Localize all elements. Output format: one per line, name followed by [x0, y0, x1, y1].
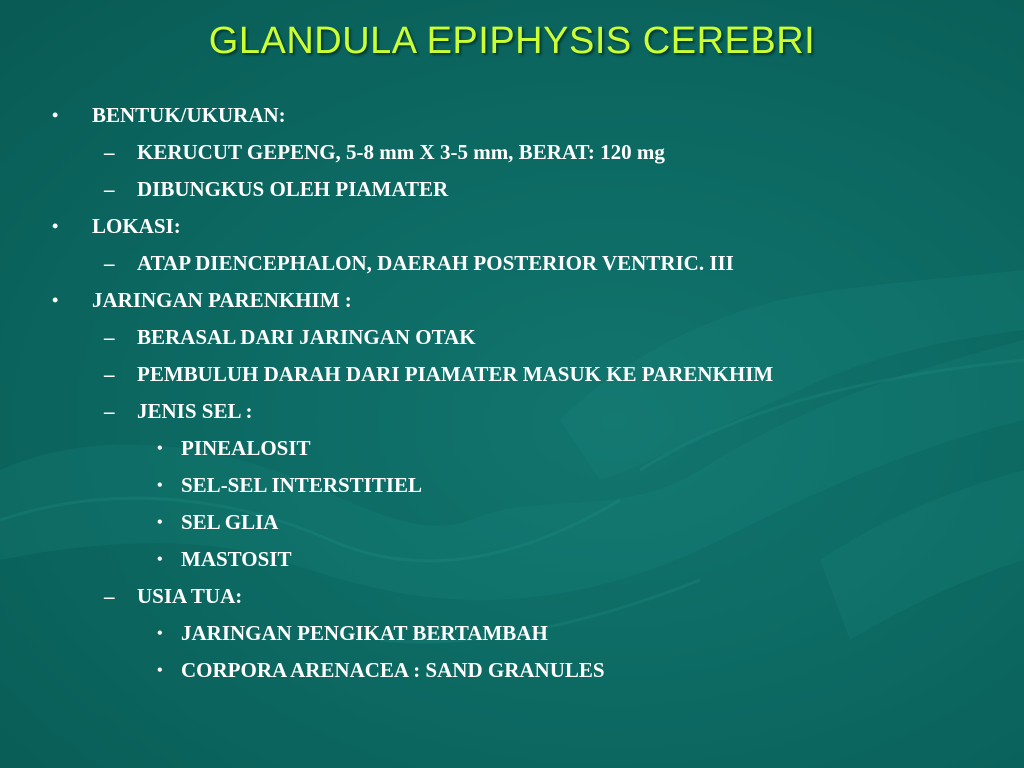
- bullet-text: ATAP DIENCEPHALON, DAERAH POSTERIOR VENTRIC. III: [137, 251, 734, 275]
- bullet-marker: •: [157, 514, 163, 531]
- bullet-marker: •: [157, 440, 163, 457]
- dash-marker: –: [104, 325, 115, 349]
- bullet-text: BENTUK/UKURAN:: [92, 103, 286, 127]
- dash-marker: –: [104, 362, 115, 386]
- bullet-text: JARINGAN PENGIKAT BERTAMBAH: [181, 621, 548, 645]
- bullet-text: JENIS SEL :: [137, 399, 253, 423]
- bullet-text: CORPORA ARENACEA : SAND GRANULES: [181, 658, 605, 682]
- bullet-item-level1: [0, 282, 1024, 319]
- bullet-item-level3: [0, 652, 1024, 689]
- bullet-item-level3: [0, 504, 1024, 541]
- bullet-item-level3: [0, 430, 1024, 467]
- bullet-marker: •: [157, 551, 163, 568]
- bullet-text: JARINGAN PARENKHIM :: [92, 288, 352, 312]
- bullet-text: USIA TUA:: [137, 584, 243, 608]
- bullet-text: SEL-SEL INTERSTITIEL: [181, 473, 423, 497]
- bullet-item-level2: [0, 319, 1024, 356]
- dash-marker: –: [104, 584, 115, 608]
- bullet-item-level2: [0, 245, 1024, 282]
- slide-title: GLANDULA EPIPHYSIS CEREBRI: [208, 20, 816, 62]
- bullet-text: PINEALOSIT: [181, 436, 311, 460]
- bullet-marker: •: [52, 216, 59, 236]
- bullet-item-level2: [0, 578, 1024, 615]
- bullet-item-level2: [0, 171, 1024, 208]
- dash-marker: –: [104, 251, 115, 275]
- bullet-text: PEMBULUH DARAH DARI PIAMATER MASUK KE PARENKHIM: [137, 362, 774, 386]
- bullet-text: LOKASI:: [92, 214, 181, 238]
- dash-marker: –: [104, 177, 115, 201]
- dash-marker: –: [104, 140, 115, 164]
- bullet-list: [0, 97, 1024, 689]
- bullet-item-level2: [0, 134, 1024, 171]
- bullet-item-level2: [0, 356, 1024, 393]
- bullet-item-level1: [0, 97, 1024, 134]
- bullet-item-level3: [0, 541, 1024, 578]
- bullet-marker: •: [157, 625, 163, 642]
- bullet-item-level3: [0, 467, 1024, 504]
- dash-marker: –: [104, 399, 115, 423]
- bullet-text: KERUCUT GEPENG, 5-8 mm X 3-5 mm, BERAT: 120 mg: [137, 140, 665, 164]
- bullet-item-level2: [0, 393, 1024, 430]
- bullet-item-level3: [0, 615, 1024, 652]
- bullet-text: MASTOSIT: [181, 547, 292, 571]
- bullet-text: DIBUNGKUS OLEH PIAMATER: [137, 177, 449, 201]
- bullet-text: BERASAL DARI JARINGAN OTAK: [137, 325, 476, 349]
- bullet-marker: •: [157, 662, 163, 679]
- bullet-item-level1: [0, 208, 1024, 245]
- bullet-text: SEL GLIA: [181, 510, 279, 534]
- bullet-marker: •: [52, 105, 59, 125]
- bullet-marker: •: [52, 290, 59, 310]
- bullet-marker: •: [157, 477, 163, 494]
